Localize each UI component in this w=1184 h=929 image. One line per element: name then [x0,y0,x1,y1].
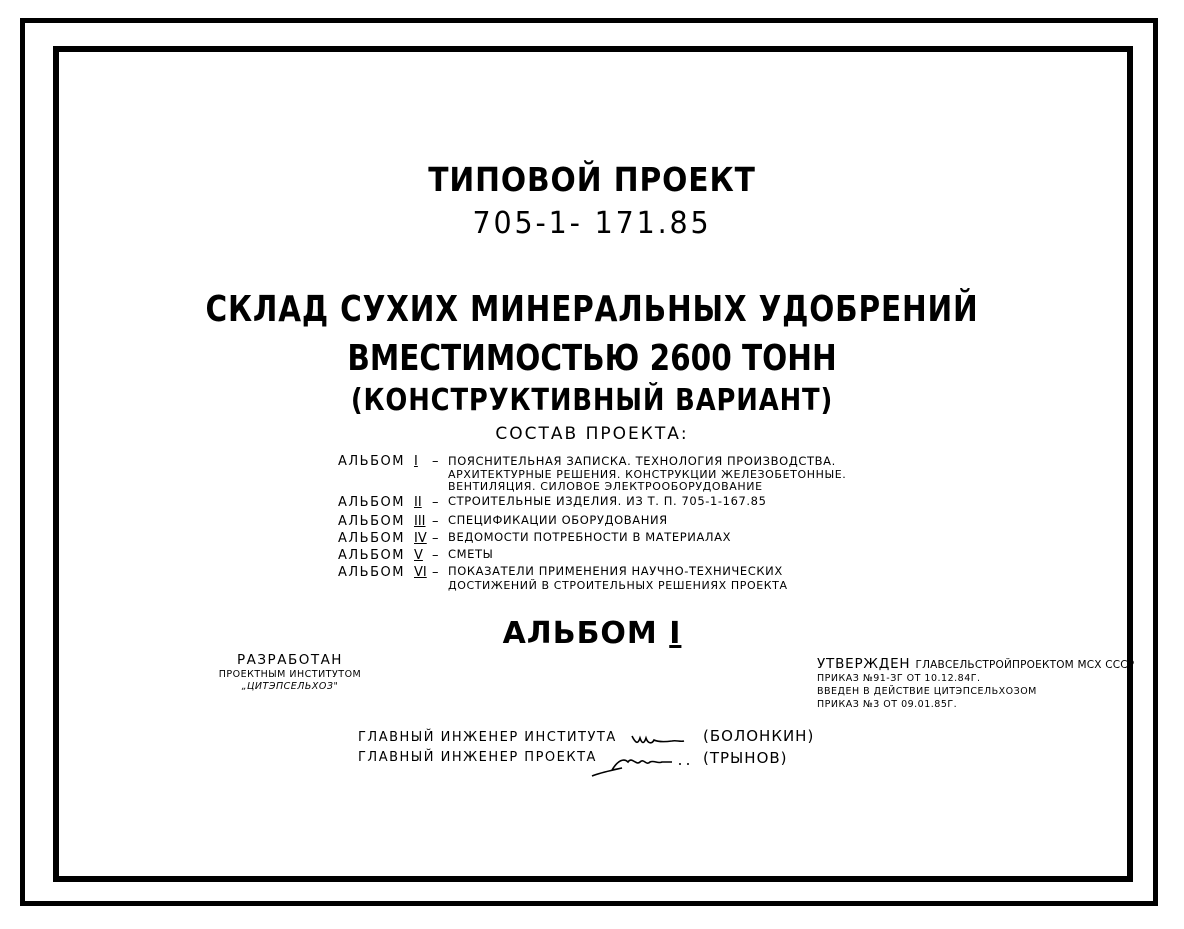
album-label: АЛЬБОМ [338,548,405,563]
album-number: III [414,514,426,529]
album-number: V [414,548,423,563]
signature-mark-2 [588,750,698,780]
developed-heading: РАЗРАБОТАН [237,652,343,668]
album-label: АЛЬБОМ [338,495,405,510]
current-album-label: АЛЬБОМ [502,616,658,651]
approved-order-1: ПРИКАЗ №91-ЗГ ОТ 10.12.84Г. [817,673,981,684]
album-description: ПОЯСНИТЕЛЬНАЯ ЗАПИСКА. ТЕХНОЛОГИЯ ПРОИЗВОДСТВА. [448,454,836,468]
album-description: СМЕТЫ [448,547,494,561]
album-description: ДОСТИЖЕНИЙ В СТРОИТЕЛЬНЫХ РЕШЕНИЯХ ПРОЕКТА [448,579,788,592]
approved-order-2: ПРИКАЗ №3 ОТ 09.01.85Г. [817,699,958,710]
album-description: СТРОИТЕЛЬНЫЕ ИЗДЕЛИЯ. ИЗ Т. П. 705-1-167.85 [448,494,767,508]
album-description: СПЕЦИФИКАЦИИ ОБОРУДОВАНИЯ [448,513,668,527]
album-label: АЛЬБОМ [338,531,405,546]
album-dash: – [432,514,439,529]
album-label: АЛЬБОМ [338,514,405,529]
signature-mark-1 [628,730,688,750]
signature-name-2: (ТРЫНОВ) [703,749,788,767]
current-album-title [0,616,1184,651]
album-label: АЛЬБОМ [338,454,405,469]
signature-role-1: ГЛАВНЫЙ ИНЖЕНЕР ИНСТИТУТА [358,730,617,745]
album-dash: – [432,565,439,580]
title-line-3: (КОНСТРУКТИВНЫЙ ВАРИАНТ) [350,383,834,418]
signature-name-1: (БОЛОНКИН) [703,727,815,745]
album-number: II [414,495,422,510]
album-number: VI [414,565,427,580]
developed-line-2: „ЦИТЭПСЕЛЬХОЗ" [241,681,339,692]
project-number: 705-1- 171.85 [472,206,712,241]
album-label: АЛЬБОМ [338,565,405,580]
album-dash: – [432,531,439,546]
signature-role-2: ГЛАВНЫЙ ИНЖЕНЕР ПРОЕКТА [358,750,597,765]
approved-heading: УТВЕРЖДЕН [817,656,911,672]
current-album-number: I [669,616,682,651]
album-dash: – [432,454,439,469]
album-dash: – [432,548,439,563]
developed-by-block [200,652,380,692]
album-number: IV [414,531,427,546]
project-type-label: ТИПОВОЙ ПРОЕКТ [428,160,756,199]
developed-line-1: ПРОЕКТНЫМ ИНСТИТУТОМ [218,669,362,680]
title-line-2: ВМЕСТИМОСТЬЮ 2600 ТОНН [347,338,837,379]
approved-by: ГЛАВСЕЛЬСТРОЙПРОЕКТОМ МСХ СССР [915,659,1135,671]
album-number: I [414,454,418,469]
album-description: ПОКАЗАТЕЛИ ПРИМЕНЕНИЯ НАУЧНО-ТЕХНИЧЕСКИХ [448,564,783,578]
approved-block [817,656,1134,711]
album-dash: – [432,495,439,510]
album-description: АРХИТЕКТУРНЫЕ РЕШЕНИЯ. КОНСТРУКЦИИ ЖЕЛЕЗОБЕТОННЫЕ. [448,468,847,481]
album-description: ВЕДОМОСТИ ПОТРЕБНОСТИ В МАТЕРИАЛАХ [448,530,732,544]
approved-enacted: ВВЕДЕН В ДЕЙСТВИЕ ЦИТЭПСЕЛЬХОЗОМ [817,686,1037,697]
composition-heading: СОСТАВ ПРОЕКТА: [495,424,689,444]
approved-heading-line [817,656,1134,672]
title-line-1: СКЛАД СУХИХ МИНЕРАЛЬНЫХ УДОБРЕНИЙ [205,289,979,330]
album-description: ВЕНТИЛЯЦИЯ. СИЛОВОЕ ЭЛЕКТРООБОРУДОВАНИЕ [448,480,763,493]
